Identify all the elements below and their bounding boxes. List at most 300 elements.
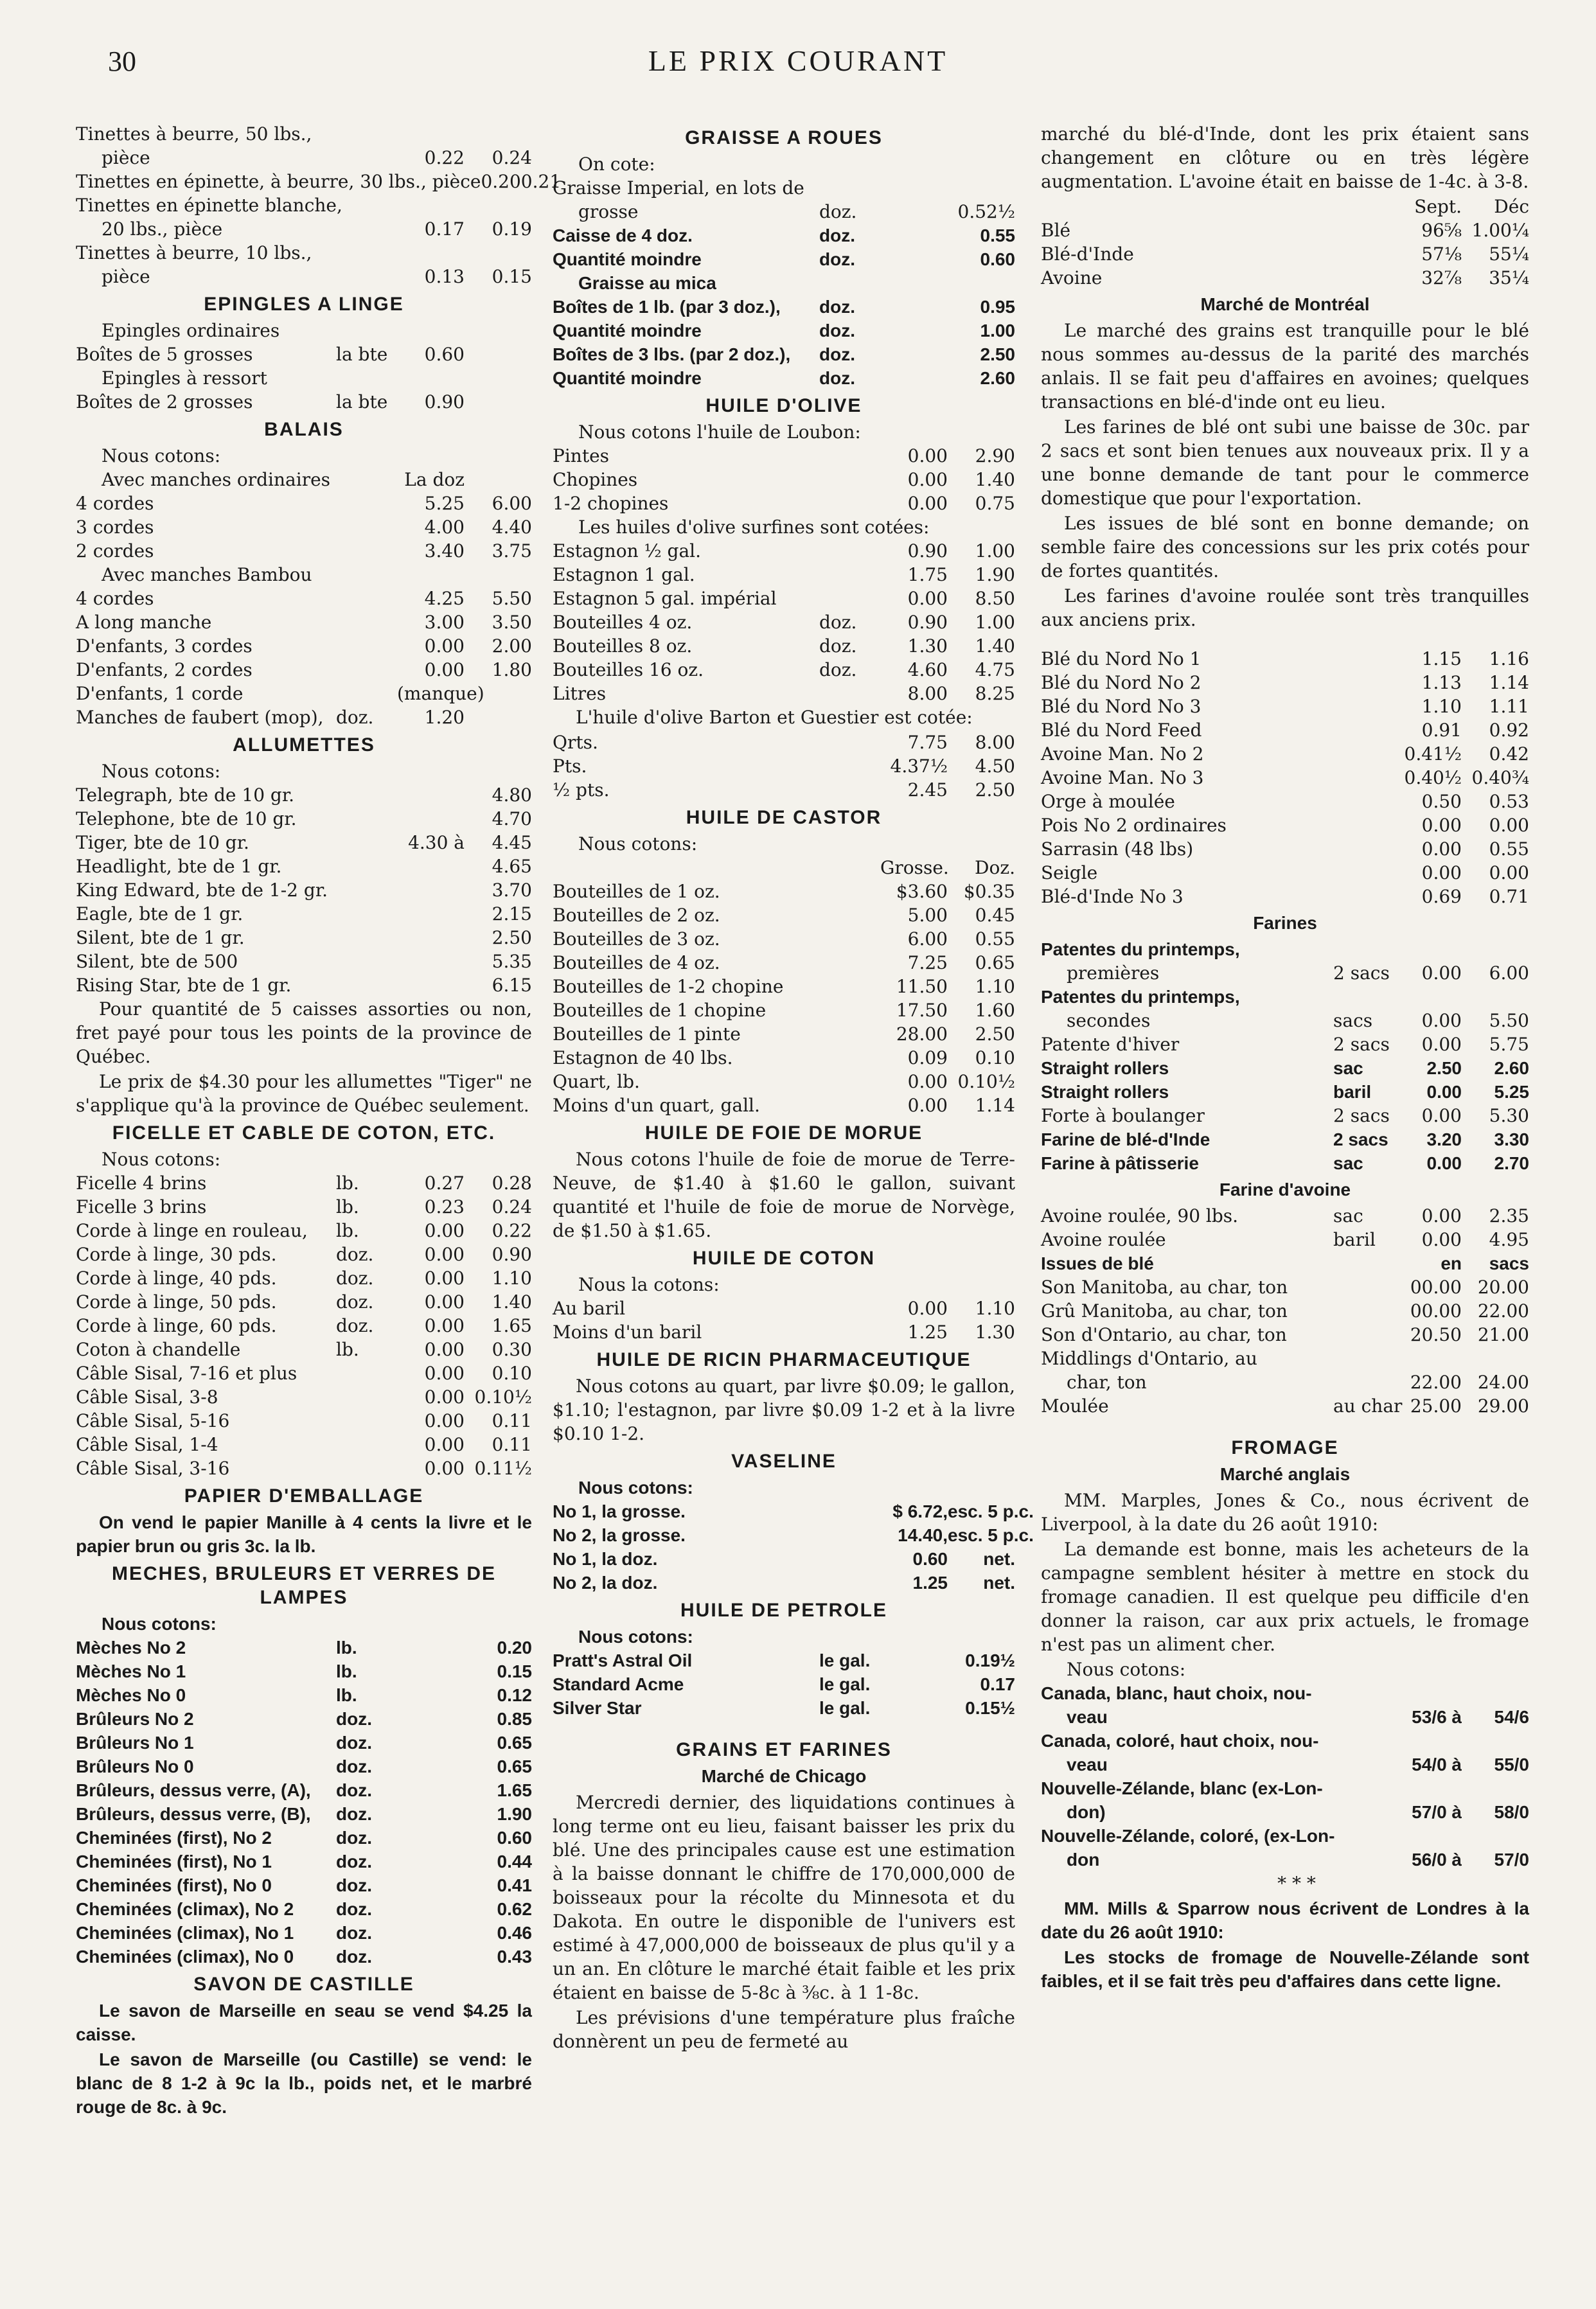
item-label: Straight rollers [1041,1082,1169,1102]
item-unit [336,831,397,854]
item-price-low: 0.23 [424,1196,465,1217]
item-unit [336,807,397,831]
item-unit: doz. [336,1268,374,1289]
item-label: Son d'Ontario, au char, ton [1041,1324,1287,1345]
price-row [76,366,532,390]
item-unit [336,1409,397,1433]
item-price-high: 1.00 [975,540,1015,562]
item-price-low [397,759,465,783]
column-middle [553,122,1034,2055]
price-row [553,610,1015,634]
item-price-low: 0.00 [424,1244,465,1265]
price-row [553,754,1015,778]
price-row [76,610,532,634]
item-unit [819,1625,880,1649]
item-unit: sac [1333,1153,1363,1173]
item-label: Qrts. [553,732,598,753]
item-label: Cheminées (first), No 1 [76,1852,272,1871]
item-unit: doz. [819,321,855,341]
item-unit [1333,266,1394,290]
item-label: Brûleurs No 0 [76,1756,194,1776]
item-unit: doz. [336,1804,372,1824]
item-unit: lb. [336,1661,357,1681]
item-price-high: 0.71 [1489,886,1529,907]
item-price-low: 22.00 [1410,1372,1462,1393]
item-price-high [986,515,1015,539]
item-price-low: $ 6.72, [892,1501,948,1521]
price-row [1041,742,1529,766]
item-price-high: 5.30 [1489,1105,1529,1126]
item-unit: le gal. [819,1698,871,1718]
item-price-high: 1.00¼ [1471,220,1529,241]
item-price-high: 1.14 [1489,672,1529,693]
item-price-low: 3.40 [424,540,465,562]
price-row [76,265,532,288]
item-price-high: 1.16 [1489,648,1529,669]
item-price-low: 0.00 [424,1315,465,1336]
item-label: Pintes [553,445,610,466]
item-label: Nous cotons: [102,1614,217,1634]
item-unit [1333,718,1394,742]
item-unit: au char [1333,1395,1403,1417]
item-price-low: 0.90 [907,540,948,562]
item-price-low: 0.09 [907,1047,948,1068]
item-label: Quart, lb. [553,1071,640,1092]
item-label: Cheminées (climax), No 2 [76,1899,294,1919]
price-row [1041,647,1529,671]
item-label: 20 lbs., pièce [102,218,223,240]
price-row [76,1707,532,1731]
item-price-low: 0.13 [424,266,465,287]
item-label: King Edward, bte de 1-2 gr. [76,880,328,901]
section-heading: GRAISSE A ROUES [685,127,883,148]
price-row [1041,1800,1529,1824]
item-label: Orge à moulée [1041,791,1175,812]
item-unit [1333,742,1394,766]
item-price-low [1394,1729,1462,1753]
item-price-low [397,926,465,950]
section-heading: SAVON DE CASTILLE [193,1974,414,1995]
item-price-low [880,295,948,319]
item-price-low: La doz [404,469,465,490]
section-heading: VASELINE [731,1451,837,1472]
item-price-high: 29.00 [1477,1395,1529,1417]
item-label: No 2, la grosse. [553,1525,686,1545]
item-price-low: 0.00 [907,588,948,609]
item-label: Tinettes à beurre, 10 lbs., [76,242,312,263]
item-price-low [402,193,467,217]
price-row [1041,790,1529,813]
item-unit [819,903,880,927]
item-price-low: 0.22 [424,147,465,168]
item-price-high: 0.46 [497,1923,532,1943]
item-unit [1333,937,1394,961]
item-price-low: 0.20 [481,171,521,192]
item-price-high: 1.10 [492,1268,532,1289]
price-row [76,193,532,217]
item-price-high: 0.00 [1489,815,1529,836]
item-unit [819,444,880,468]
price-row [76,1171,532,1195]
paragraph: Nous cotons l'huile de foie de morue de Terre-Neuve, de $1.40 à $1.60 le gallon, suivant quantité et l'huile de foie de morue de Norvège, de $1.50 à $1.65. [553,1149,1015,1241]
item-price-low [1394,1347,1462,1370]
price-row [76,1778,532,1802]
item-price-high [465,342,532,366]
item-label: No 1, la grosse. [553,1501,686,1521]
item-price-low: 4.00 [424,517,465,538]
item-price-high [948,1273,1015,1296]
section-heading: Marché de Montréal [1200,294,1370,314]
item-label: Avoine roulée [1041,1229,1166,1250]
item-label: Avoine Man. No 2 [1041,743,1204,765]
item-label: Blé du Nord No 2 [1041,672,1201,693]
price-row [76,682,532,705]
item-unit [336,241,397,265]
price-row [76,1314,532,1338]
item-unit [336,1612,397,1636]
item-label: Silver Star [553,1698,642,1718]
item-price-high: 0.60 [980,249,1015,269]
item-price-high: 0.10½ [474,1386,532,1408]
item-price-high: 0.52½ [957,201,1015,222]
item-price-low [880,342,948,366]
item-price-low: 0.00 [424,1386,465,1408]
item-price-high: 1.65 [497,1780,532,1800]
item-label: Tinettes à beurre, 50 lbs., [76,123,312,145]
item-price-high: 1.80 [492,659,532,680]
item-price-high [466,193,532,217]
item-label: Bouteilles 4 oz. [553,612,693,633]
item-price-low: 0.00 [1421,962,1462,984]
item-price-low: 0.00 [424,1363,465,1384]
price-row [553,975,1015,998]
price-row [76,444,532,468]
item-unit [1333,861,1394,885]
item-price-low: 0.50 [1421,791,1462,812]
item-price-low [397,1147,465,1171]
price-row [1041,1080,1529,1104]
price-row [553,1070,1015,1093]
price-row [1041,1056,1529,1080]
item-price-low [397,241,465,265]
price-row [76,1755,532,1778]
price-row [553,1500,1034,1523]
item-price-high [465,122,532,146]
item-unit [1333,885,1394,908]
item-unit: le gal. [819,1674,871,1694]
item-label: Nous cotons: [102,445,221,466]
item-price-high: net. [983,1573,1015,1593]
item-label: pièce [102,147,150,168]
item-unit [336,468,397,491]
item-unit [819,1320,880,1344]
item-label: Bouteilles de 1-2 chopine [553,976,784,997]
item-label: Sarrasin (48 lbs) [1041,838,1194,860]
item-label: Boîtes de 5 grosses [76,344,253,365]
price-row [1041,1009,1529,1032]
item-label: Moins d'un baril [553,1322,702,1343]
item-label: Son Manitoba, au char, ton [1041,1277,1288,1298]
item-label: Farine de blé-d'Inde [1041,1129,1210,1149]
price-row [553,1672,1015,1696]
item-price-low [397,1778,465,1802]
item-price-high [465,319,532,342]
item-unit: doz. [336,1780,372,1800]
item-label: Nous cotons: [578,833,698,854]
item-label: Estagnon 5 gal. impérial [553,588,777,609]
price-row [553,1696,1015,1720]
item-label: Cheminées (first), No 2 [76,1828,272,1848]
price-row [553,856,1015,880]
item-unit [819,1273,880,1296]
item-label: Mèches No 1 [76,1661,186,1681]
item-unit [1333,985,1394,1009]
item-price-high: 0.22 [492,1220,532,1241]
item-label: Forte à boulanger [1041,1105,1205,1126]
item-price-high [465,241,532,265]
price-row [76,146,532,170]
item-price-high: 2.60 [980,368,1015,388]
price-row [76,878,532,902]
item-label: Câble Sisal, 3-8 [76,1386,218,1408]
item-unit: sac [1333,1205,1363,1226]
item-unit: doz. [336,1947,372,1967]
price-row [1041,218,1529,242]
price-row [1041,1681,1529,1705]
item-unit [336,515,397,539]
price-row [553,319,1015,342]
item-unit: lb. [336,1339,359,1360]
item-price-high: 3.70 [492,880,532,901]
price-row [553,1320,1015,1344]
item-label: Nous cotons: [578,1478,693,1498]
item-unit [1333,195,1394,218]
price-row [76,587,532,610]
section-heading: FICELLE ET CABLE DE COTON, ETC. [112,1122,496,1144]
item-label: Nous cotons: [578,1627,693,1647]
item-price-low: 53/6 à [1412,1707,1462,1727]
item-label: Straight rollers [1041,1058,1169,1078]
item-price-high: sacs [1489,1253,1529,1273]
item-unit [1333,1323,1394,1347]
item-price-low: 0.00 [907,1095,948,1116]
price-row [1041,885,1529,908]
item-price-low [397,878,465,902]
item-price-high: 5.50 [1489,1010,1529,1031]
price-row [553,1022,1015,1046]
item-price-high: 0.95 [980,297,1015,317]
item-price-high: 0.42 [1489,743,1529,765]
item-price-low [880,200,948,224]
page-number: 30 [108,46,136,77]
item-price-high: 0.00 [1489,862,1529,883]
item-price-low: 0.17 [424,218,465,240]
item-price-high [1462,1776,1529,1800]
price-row [1041,837,1529,861]
item-unit [336,366,397,390]
paragraph: Pour quantité de 5 caisses assorties ou non, fret payé pour tous les points de la province de Québec. [76,998,532,1067]
item-price-low: 0.00 [424,1268,465,1289]
item-price-low [880,366,948,390]
price-row [1041,1394,1529,1418]
item-price-high [1462,1824,1529,1848]
item-unit [1333,1658,1394,1681]
item-price-high: 22.00 [1477,1300,1529,1322]
item-label: Brûleurs, dessus verre, (B), [76,1804,311,1824]
item-price-low [397,1826,465,1850]
item-price-high: 4.75 [975,659,1015,680]
item-unit [819,754,880,778]
item-price-high: 0.55 [1489,838,1529,860]
item-price-low [880,1672,948,1696]
price-row [76,1195,532,1219]
item-unit [1333,837,1394,861]
section-heading: Farines [1253,913,1317,933]
item-price-low: 0.00 [424,635,465,657]
item-price-low [397,1659,465,1683]
item-unit [336,491,397,515]
item-unit [819,587,880,610]
price-row [553,1523,1034,1547]
item-price-low: 0.00 [424,1291,465,1313]
item-price-high: 5.35 [492,951,532,972]
item-price-low [880,176,948,200]
item-price-high: 0.44 [497,1852,532,1871]
item-label: Ficelle 3 brins [76,1196,207,1217]
item-unit [336,950,397,973]
section-heading: MECHES, BRULEURS ET VERRES DE LAMPES [111,1563,497,1608]
price-row [76,1338,532,1361]
price-row [76,1850,532,1873]
item-unit [336,682,397,705]
item-label: Canada, blanc, haut choix, nou- [1041,1683,1312,1703]
item-price-low [880,832,948,856]
paragraph: Les farines de blé ont subi une baisse de 30c. par 2 sacs et sont bien tenues aux nouveaux prix. Il y a une bonne demande de tant pour le commerce domestique que pour l'exportation. [1041,416,1529,509]
item-price-low [1394,1776,1462,1800]
item-price-high [1462,1658,1529,1681]
item-price-high: 1.00 [980,321,1015,341]
item-price-high: 57/0 [1494,1850,1529,1870]
item-price-low: 1.13 [1421,672,1462,693]
paragraph: L'huile d'olive Barton et Guestier est cotée: [576,707,973,728]
item-price-high: 3.50 [492,612,532,633]
item-unit: lb. [336,1220,359,1241]
item-unit [1333,1753,1394,1776]
item-price-high [1462,985,1529,1009]
item-price-high: net. [983,1549,1015,1569]
item-price-low: 00.00 [1410,1277,1462,1298]
price-row [1041,1151,1529,1175]
item-unit: doz. [336,707,374,728]
item-price-low: 8.00 [907,683,948,704]
price-row [76,1897,532,1921]
section-heading: HUILE DE CASTOR [686,807,882,828]
section-heading: Marché anglais [1219,1464,1351,1484]
price-row [553,366,1015,390]
paragraph: Mercredi dernier, des liquidations continues à long terme ont eu lieu, faisant baisser les prix du blé. Une des principales cause est une estimation à la baisse donnant le chiffre de 170,000,000 de boisseaux pour la récolte du Minnesota et du Dakota. En outre le disponible de l'univers est estimé à 47,000,000 de boisseaux de plus qu'il y a un an. En clôture le marché était faible et les prix étaient en baisse de 5-8c à ⅜c. à 1 1-8c. [553,1792,1015,2003]
item-price-low: 7.25 [907,952,948,973]
item-label: Litres [553,683,607,704]
item-price-high: 0.55 [980,226,1015,245]
price-row [1041,1228,1529,1252]
item-price-high [1462,1729,1529,1753]
item-price-low: 3.00 [424,612,465,633]
item-label: Graisse Imperial, en lots de [553,177,804,199]
item-label: Avec manches ordinaires [102,469,331,490]
item-unit [336,926,397,950]
item-unit [1333,766,1394,790]
item-price-high: 1.14 [975,1095,1015,1116]
price-row [553,778,1015,802]
item-label: Nous cotons: [102,761,221,782]
item-unit [336,902,397,926]
paragraph: La demande est bonne, mais les acheteurs de la campagne semblent hésiter à mettre en stock du fromage canadien. Il est quelque peu difficile d'en donner la raison, car aux prix actuels, le fromage n'est pas un aliment cher. [1041,1539,1529,1655]
item-unit [819,1523,880,1547]
item-price-low [1394,1658,1462,1681]
item-unit [819,1547,880,1571]
item-unit: doz. [336,1923,372,1943]
price-row [76,539,532,563]
item-unit [819,1022,880,1046]
price-row [76,1433,532,1456]
price-row [1041,1705,1529,1729]
item-price-high: 2.50 [492,927,532,948]
item-label: Eagle, bte de 1 gr. [76,903,244,924]
item-price-low: 0.00 [1426,1082,1462,1102]
item-price-low: 0.00 [424,1458,465,1479]
item-price-low [397,1945,465,1968]
item-price-high: 4.50 [975,756,1015,777]
item-label: Nous la cotons: [578,1274,720,1295]
price-row [1041,1323,1529,1347]
item-label: A long manche [76,612,212,633]
price-row [553,1571,1015,1595]
item-price-high: 5.50 [492,588,532,609]
item-unit: doz. [336,1291,374,1313]
item-price-high [465,563,532,587]
item-price-high: 4.45 [492,832,532,853]
item-price-high: 21.00 [1477,1324,1529,1345]
item-price-high: 24.00 [1477,1372,1529,1393]
item-price-high: 5.75 [1489,1034,1529,1055]
item-price-high: 0.10 [975,1047,1015,1068]
item-unit [819,832,880,856]
item-label: Middlings d'Ontario, au [1041,1348,1257,1369]
item-label: Pois No 2 ordinaires [1041,815,1227,836]
item-label: Epingles à ressort [102,367,267,389]
price-row [76,902,532,926]
item-price-high: 0.11½ [474,1458,532,1479]
item-unit: lb. [336,1638,357,1658]
item-unit: doz. [336,1828,372,1848]
price-row [76,1361,532,1385]
item-label: Bouteilles de 1 chopine [553,1000,767,1021]
item-label: Coton à chandelle [76,1339,241,1360]
item-price-high: 1.40 [975,635,1015,657]
item-label: Estagnon ½ gal. [553,540,702,562]
item-price-low: 0.00 [1421,1034,1462,1055]
item-price-high [465,468,532,491]
item-price-low [397,563,465,587]
price-row [1041,937,1529,961]
item-label: 4 cordes [76,493,154,514]
item-label: 2 cordes [76,540,154,562]
item-price-high: 3.75 [492,540,532,562]
item-label: Blé-d'Inde [1041,243,1134,265]
item-label: Bouteilles 8 oz. [553,635,693,657]
item-unit [861,420,909,444]
item-price-low: 0.00 [424,1410,465,1431]
